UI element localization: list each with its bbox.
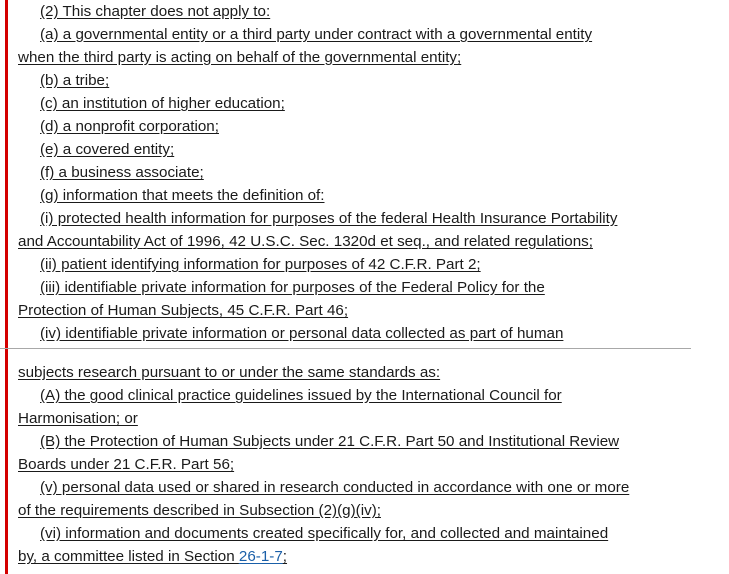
statute-line: (B) the Protection of Human Subjects under 21 C.F.R. Part 50 and Institutional Review	[40, 433, 620, 450]
statute-line: (iii) identifiable private information for purposes of the Federal Policy for the	[40, 279, 545, 296]
statute-line: Boards under 21 C.F.R. Part 56;	[18, 456, 235, 473]
statute-line: (f) a business associate;	[40, 164, 204, 181]
statute-line: (A) the good clinical practice guidelines issued by the International Council for	[40, 387, 562, 404]
statute-line: subjects research pursuant to or under the same standards as:	[18, 364, 441, 381]
statute-line: Harmonisation; or	[18, 410, 138, 427]
last-line-prefix: by, a committee listed in Section	[18, 548, 239, 565]
statute-line-last	[18, 545, 629, 568]
statute-line: Protection of Human Subjects, 45 C.F.R. Part 46;	[18, 302, 349, 319]
statute-line: (ii) patient identifying information for purposes of 42 C.F.R. Part 2;	[40, 256, 481, 273]
statute-line: (i) protected health information for purposes of the federal Health Insurance Portability	[40, 210, 618, 227]
text-block-bottom	[18, 361, 629, 568]
text-block-top	[18, 0, 617, 345]
statute-line: (vi) information and documents created specifically for, and collected and maintained	[40, 525, 609, 542]
statute-line: (2) This chapter does not apply to:	[40, 3, 271, 20]
statute-line: (c) an institution of higher education;	[40, 95, 285, 112]
statute-line: (iv) identifiable private information or personal data collected as part of human	[40, 325, 564, 342]
statute-line: and Accountability Act of 1996, 42 U.S.C. Sec. 1320d et seq., and related regulations;	[18, 233, 593, 250]
statute-line: (b) a tribe;	[40, 72, 110, 89]
statute-line: when the third party is acting on behalf of the governmental entity;	[18, 49, 462, 66]
last-line-suffix: ;	[282, 548, 288, 565]
page-break-divider	[0, 348, 691, 349]
statute-line: (a) a governmental entity or a third party under contract with a governmental entity	[40, 26, 593, 43]
statute-line: (d) a nonprofit corporation;	[40, 118, 219, 135]
statute-line: of the requirements described in Subsection (2)(g)(iv);	[18, 502, 381, 519]
section-link[interactable]: 26-1-7	[238, 548, 283, 565]
statute-line: (v) personal data used or shared in research conducted in accordance with one or more	[40, 479, 630, 496]
statute-line: (g) information that meets the definition of:	[40, 187, 325, 204]
change-bar	[5, 0, 8, 574]
statute-line: (e) a covered entity;	[40, 141, 175, 158]
